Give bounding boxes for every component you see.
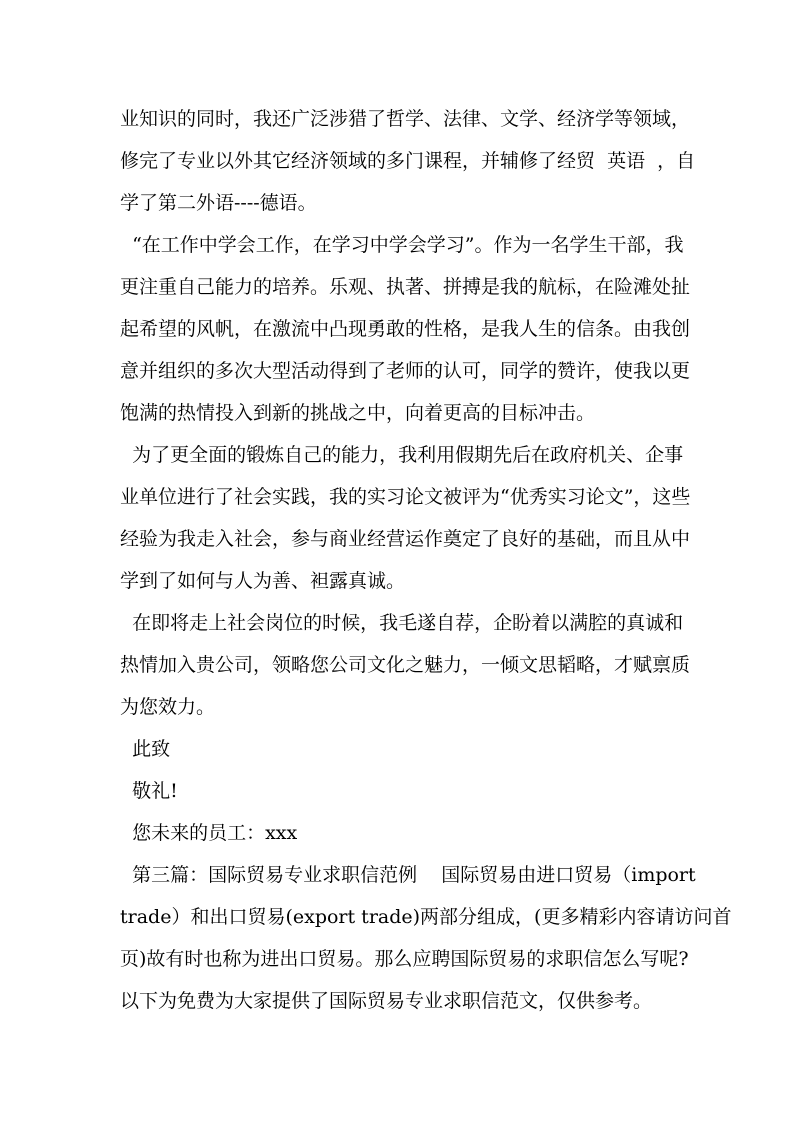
text-line: 经验为我走入社会，参与商业经营运作奠定了良好的基础，而且从中 <box>120 528 691 550</box>
text-line: 敬礼! <box>120 780 178 802</box>
text-line: “在工作中学会工作，在学习中学会学习”。作为一名学生干部，我 <box>120 234 684 256</box>
text-line: 修完了专业以外其它经济领域的多门课程，并辅修了经贸 英语 ，自 <box>120 150 696 172</box>
text-line: 为您效力。 <box>120 696 216 718</box>
text-line: 此致 <box>120 738 171 760</box>
text-line: 起希望的风帆，在激流中凸现勇敢的性格，是我人生的信条。由我创 <box>120 318 691 340</box>
text-line: 为了更全面的锻炼自己的能力，我利用假期先后在政府机关、企事 <box>120 444 684 466</box>
text-line: trade）和出口贸易(export trade)两部分组成，(更多精彩内容请访问首 <box>120 906 732 928</box>
text-line: 意并组织的多次大型活动得到了老师的认可，同学的赞许，使我以更 <box>120 360 691 382</box>
text-line: 更注重自己能力的培养。乐观、执著、拼搏是我的航标，在险滩处扯 <box>120 276 691 298</box>
text-line: 饱满的热情投入到新的挑战之中，向着更高的目标冲击。 <box>120 402 596 424</box>
text-line: 业知识的同时，我还广泛涉猎了哲学、法律、文学、经济学等领域， <box>120 108 691 130</box>
text-line: 页)故有时也称为进出口贸易。那么应聘国际贸易的求职信怎么写呢? <box>120 948 689 970</box>
text-line: 热情加入贵公司，领略您公司文化之魅力，一倾文思韬略，才赋禀质 <box>120 654 691 676</box>
text-line: 业单位进行了社会实践，我的实习论文被评为“优秀实习论文”，这些 <box>120 486 691 508</box>
letter-body <box>120 98 732 1022</box>
text-line: 第三篇：国际贸易专业求职信范例 国际贸易由进口贸易（import <box>120 864 696 886</box>
text-line: 您未来的员工：xxx <box>120 822 298 844</box>
text-line: 学到了如何与人为善、袒露真诚。 <box>120 570 406 592</box>
text-line: 在即将走上社会岗位的时候，我毛遂自荐，企盼着以满腔的真诚和 <box>120 612 684 634</box>
text-line: 学了第二外语----德语。 <box>120 192 317 214</box>
text-line: 以下为免费为大家提供了国际贸易专业求职信范文，仅供参考。 <box>120 990 653 1012</box>
